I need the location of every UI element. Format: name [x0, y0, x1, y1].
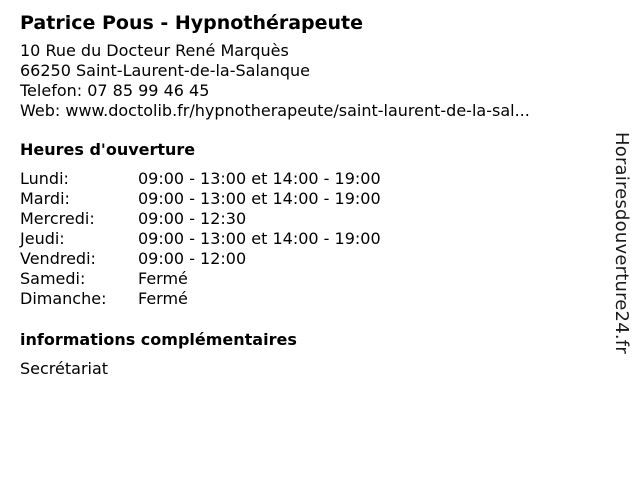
- hours-row-monday: [20, 169, 600, 189]
- day-label: Mardi:: [20, 189, 70, 208]
- day-label: Dimanche:: [20, 289, 107, 308]
- website-link[interactable]: Web: www.doctolib.fr/hypnotherapeute/saint-laurent-de-la-sal...: [20, 101, 530, 120]
- business-card: [20, 9, 600, 379]
- business-name: Patrice Pous - Hypnothérapeute: [20, 12, 364, 34]
- time-range: 09:00 - 13:00 et 14:00 - 19:00: [138, 189, 381, 208]
- day-label: Mercredi:: [20, 209, 95, 228]
- time-range: Fermé: [138, 269, 188, 288]
- time-range: 09:00 - 13:00 et 14:00 - 19:00: [138, 169, 381, 188]
- day-label: Lundi:: [20, 169, 69, 188]
- opening-hours-list: [20, 169, 600, 309]
- day-label: Vendredi:: [20, 249, 96, 268]
- time-range: 09:00 - 13:00 et 14:00 - 19:00: [138, 229, 381, 248]
- street-address: 10 Rue du Docteur René Marquès: [20, 41, 289, 60]
- time-range: Fermé: [138, 289, 188, 308]
- info-heading: informations complémentaires: [20, 330, 297, 349]
- hours-row-thursday: [20, 229, 600, 249]
- time-range: 09:00 - 12:30: [138, 209, 247, 228]
- hours-row-wednesday: [20, 209, 600, 229]
- info-text: Secrétariat: [20, 359, 109, 378]
- hours-row-friday: [20, 249, 600, 269]
- hours-row-sunday: [20, 289, 600, 309]
- day-label: Jeudi:: [20, 229, 65, 248]
- time-range: 09:00 - 12:00: [138, 249, 247, 268]
- city-address: 66250 Saint-Laurent-de-la-Salanque: [20, 61, 310, 80]
- hours-row-saturday: [20, 269, 600, 289]
- hours-row-tuesday: [20, 189, 600, 209]
- hours-heading: Heures d'ouverture: [20, 140, 196, 159]
- phone-number: Telefon: 07 85 99 46 45: [20, 81, 210, 100]
- brand-watermark: Horairesdouverture24.fr: [611, 132, 632, 354]
- day-label: Samedi:: [20, 269, 86, 288]
